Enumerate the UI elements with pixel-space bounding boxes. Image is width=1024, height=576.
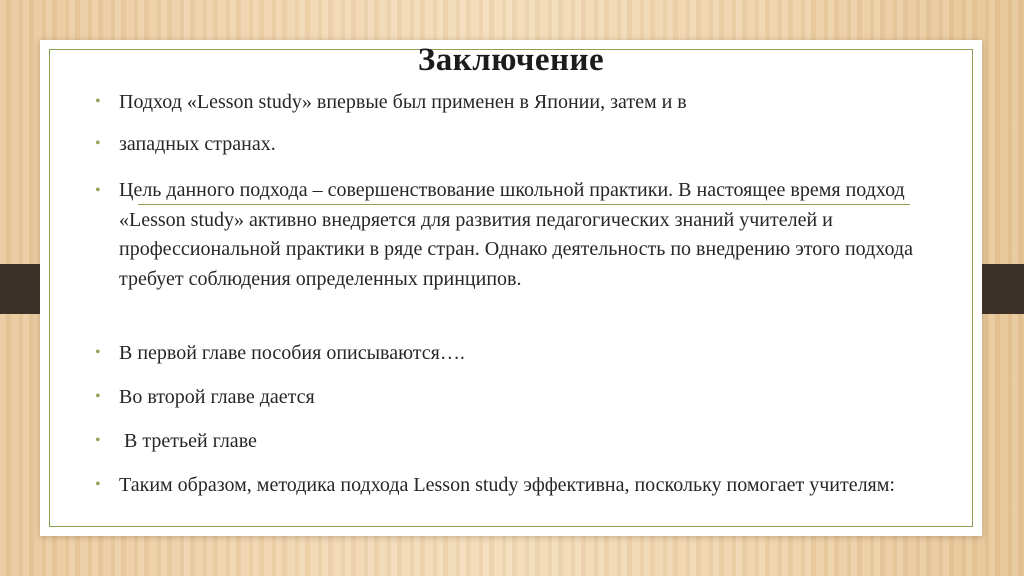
bullet-text: Цель данного подхода – совершенствование школьной практики. В настоящее время подход «Lesson study» активно внедряется для развития педагогических знаний учителей и профессиональной практики в ряде стран. Однако деятельность по внедрению этого подхода требует соблюдения определенных принципов. [119, 179, 918, 290]
list-item [95, 90, 962, 114]
slide [40, 40, 982, 536]
slide-title: Заключение [417, 42, 605, 78]
list-item [95, 341, 962, 365]
bullet-text: западных странах. [119, 133, 276, 155]
bullet-text: В первой главе пособия описываются…. [119, 342, 465, 364]
bullet-text: В третьей главе [119, 430, 257, 452]
bullet-marker: • [95, 388, 101, 405]
list-item [95, 132, 962, 156]
list-item [95, 473, 962, 497]
bullet-marker: • [95, 476, 101, 493]
bullet-marker: • [95, 344, 101, 361]
bullet-marker: • [95, 93, 101, 110]
list-item [95, 385, 962, 409]
list-item [95, 176, 962, 294]
bullet-marker: • [95, 135, 101, 152]
bullet-text: Во второй главе дается [119, 386, 315, 408]
bullet-marker: • [95, 432, 101, 449]
bullet-text: Подход «Lesson study» впервые был применен в Японии, затем и в [119, 91, 687, 113]
list-item [95, 429, 962, 453]
bullet-text: Таким образом, методика подхода Lesson study эффективна, поскольку помогает учителям: [119, 474, 895, 496]
bullet-marker: • [95, 182, 101, 199]
